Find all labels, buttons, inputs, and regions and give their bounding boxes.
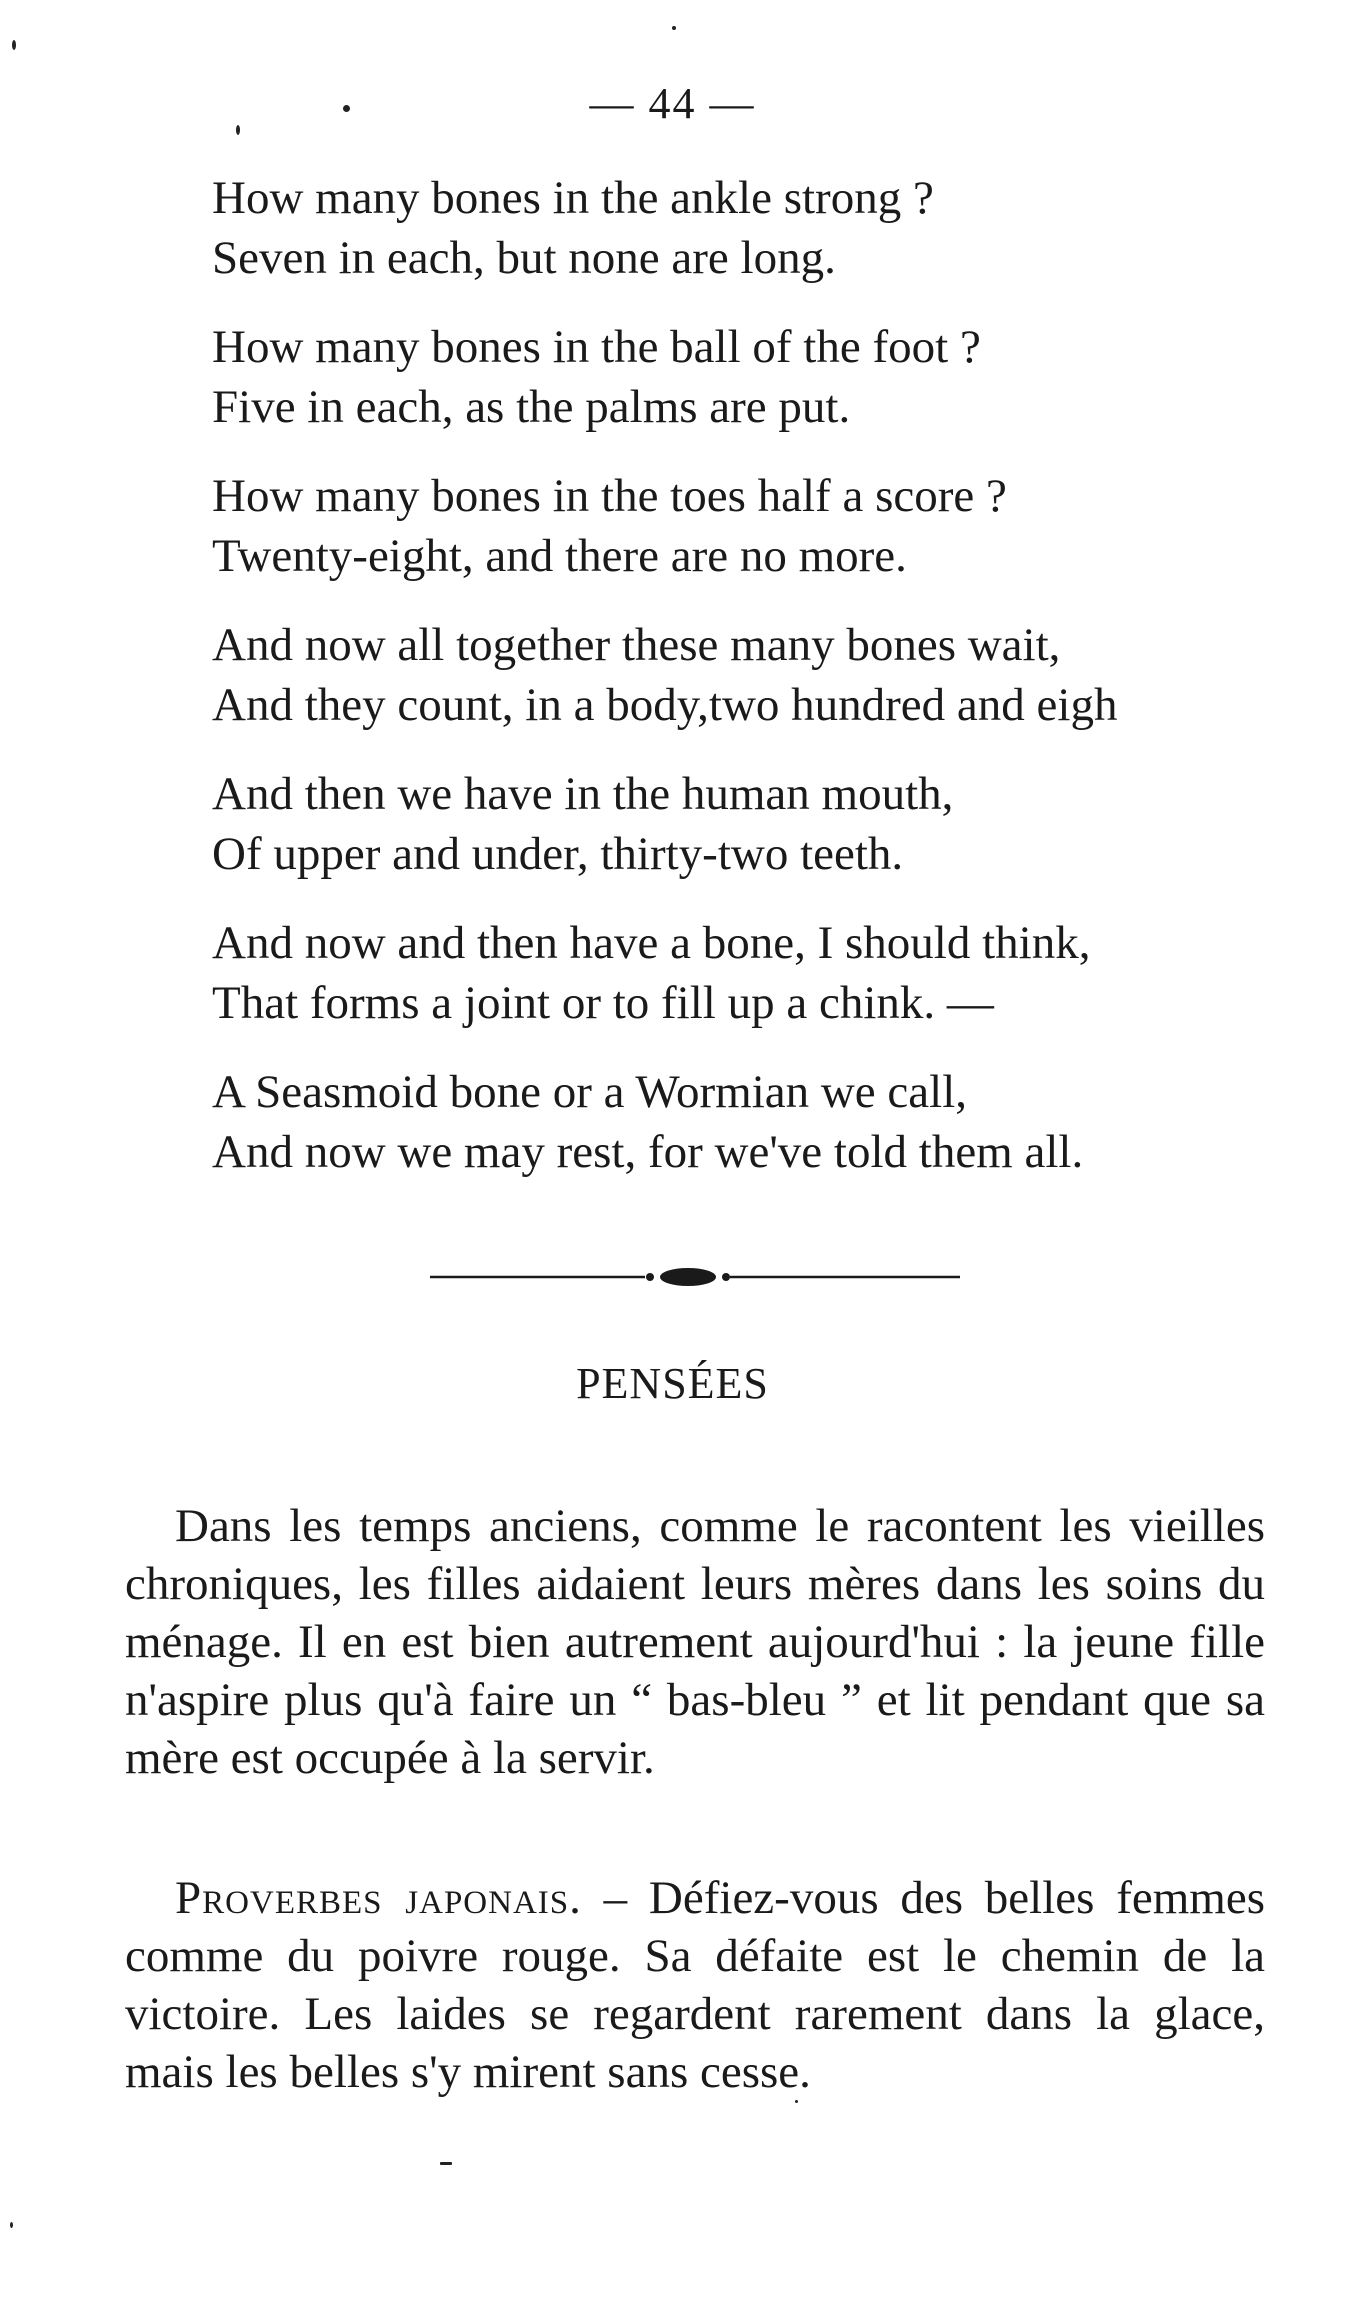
paragraph-lead: Proverbes japonais.	[175, 1872, 582, 1924]
divider-ornament	[430, 1262, 960, 1292]
poem	[212, 168, 1262, 1211]
ornament-center	[660, 1268, 716, 1286]
poem-line: And now all together these many bones wait,	[212, 619, 1061, 671]
poem-line: A Seasmoid bone or a Wormian we call,	[212, 1066, 968, 1118]
poem-line: And then we have in the human mouth,	[212, 768, 954, 820]
poem-line: Seven in each, but none are long.	[212, 232, 836, 284]
paragraph-proverbes	[125, 1869, 1265, 2101]
poem-line: Five in each, as the palms are put.	[212, 381, 851, 433]
ink-speck	[10, 2222, 13, 2228]
poem-line: How many bones in the ankle strong ?	[212, 172, 934, 224]
poem-line: Twenty-eight, and there are no more.	[212, 530, 907, 582]
poem-stanza	[212, 1062, 1262, 1182]
poem-stanza	[212, 615, 1262, 735]
poem-stanza	[212, 764, 1262, 884]
paragraph-body: – Défiez-vous des belles femmes comme du poivre rouge. Sa défaite est le chemin de la victoire. Les laides se regardent rarement dans la glace, mais les belles s'y mirent sans cesse.	[125, 1872, 1265, 2098]
ink-speck	[12, 40, 16, 50]
poem-stanza	[212, 466, 1262, 586]
poem-stanza	[212, 913, 1262, 1033]
poem-line: Of upper and under, thirty-two teeth.	[212, 828, 904, 880]
ornament-dot-left	[646, 1273, 654, 1281]
poem-stanza	[212, 168, 1262, 288]
section-title: PENSÉES	[576, 1359, 769, 1408]
ornament-dot-right	[722, 1273, 730, 1281]
poem-line: And now and then have a bone, I should think,	[212, 917, 1091, 969]
poem-line: And they count, in a body,two hundred and eigh	[212, 679, 1118, 731]
ink-speck	[672, 26, 676, 30]
page-number: — 44 —	[589, 79, 756, 128]
poem-line: How many bones in the toes half a score ?	[212, 470, 1007, 522]
poem-stanza	[212, 317, 1262, 437]
poem-line: That forms a joint or to fill up a chink. —	[212, 977, 994, 1029]
poem-line: How many bones in the ball of the foot ?	[212, 321, 981, 373]
paragraph-pensees: Dans les temps anciens, comme le racontent les vieilles chroniques, les filles aidaient leurs mères dans les soins du ménage. Il en est bien autrement aujourd'hui : la jeune fille n'aspire plus qu'à faire un “ bas-bleu ” et lit pendant que sa mère est occupée à la servir.	[125, 1500, 1265, 1784]
poem-line: And now we may rest, for we've told them all.	[212, 1126, 1084, 1178]
ink-speck	[440, 2162, 452, 2165]
